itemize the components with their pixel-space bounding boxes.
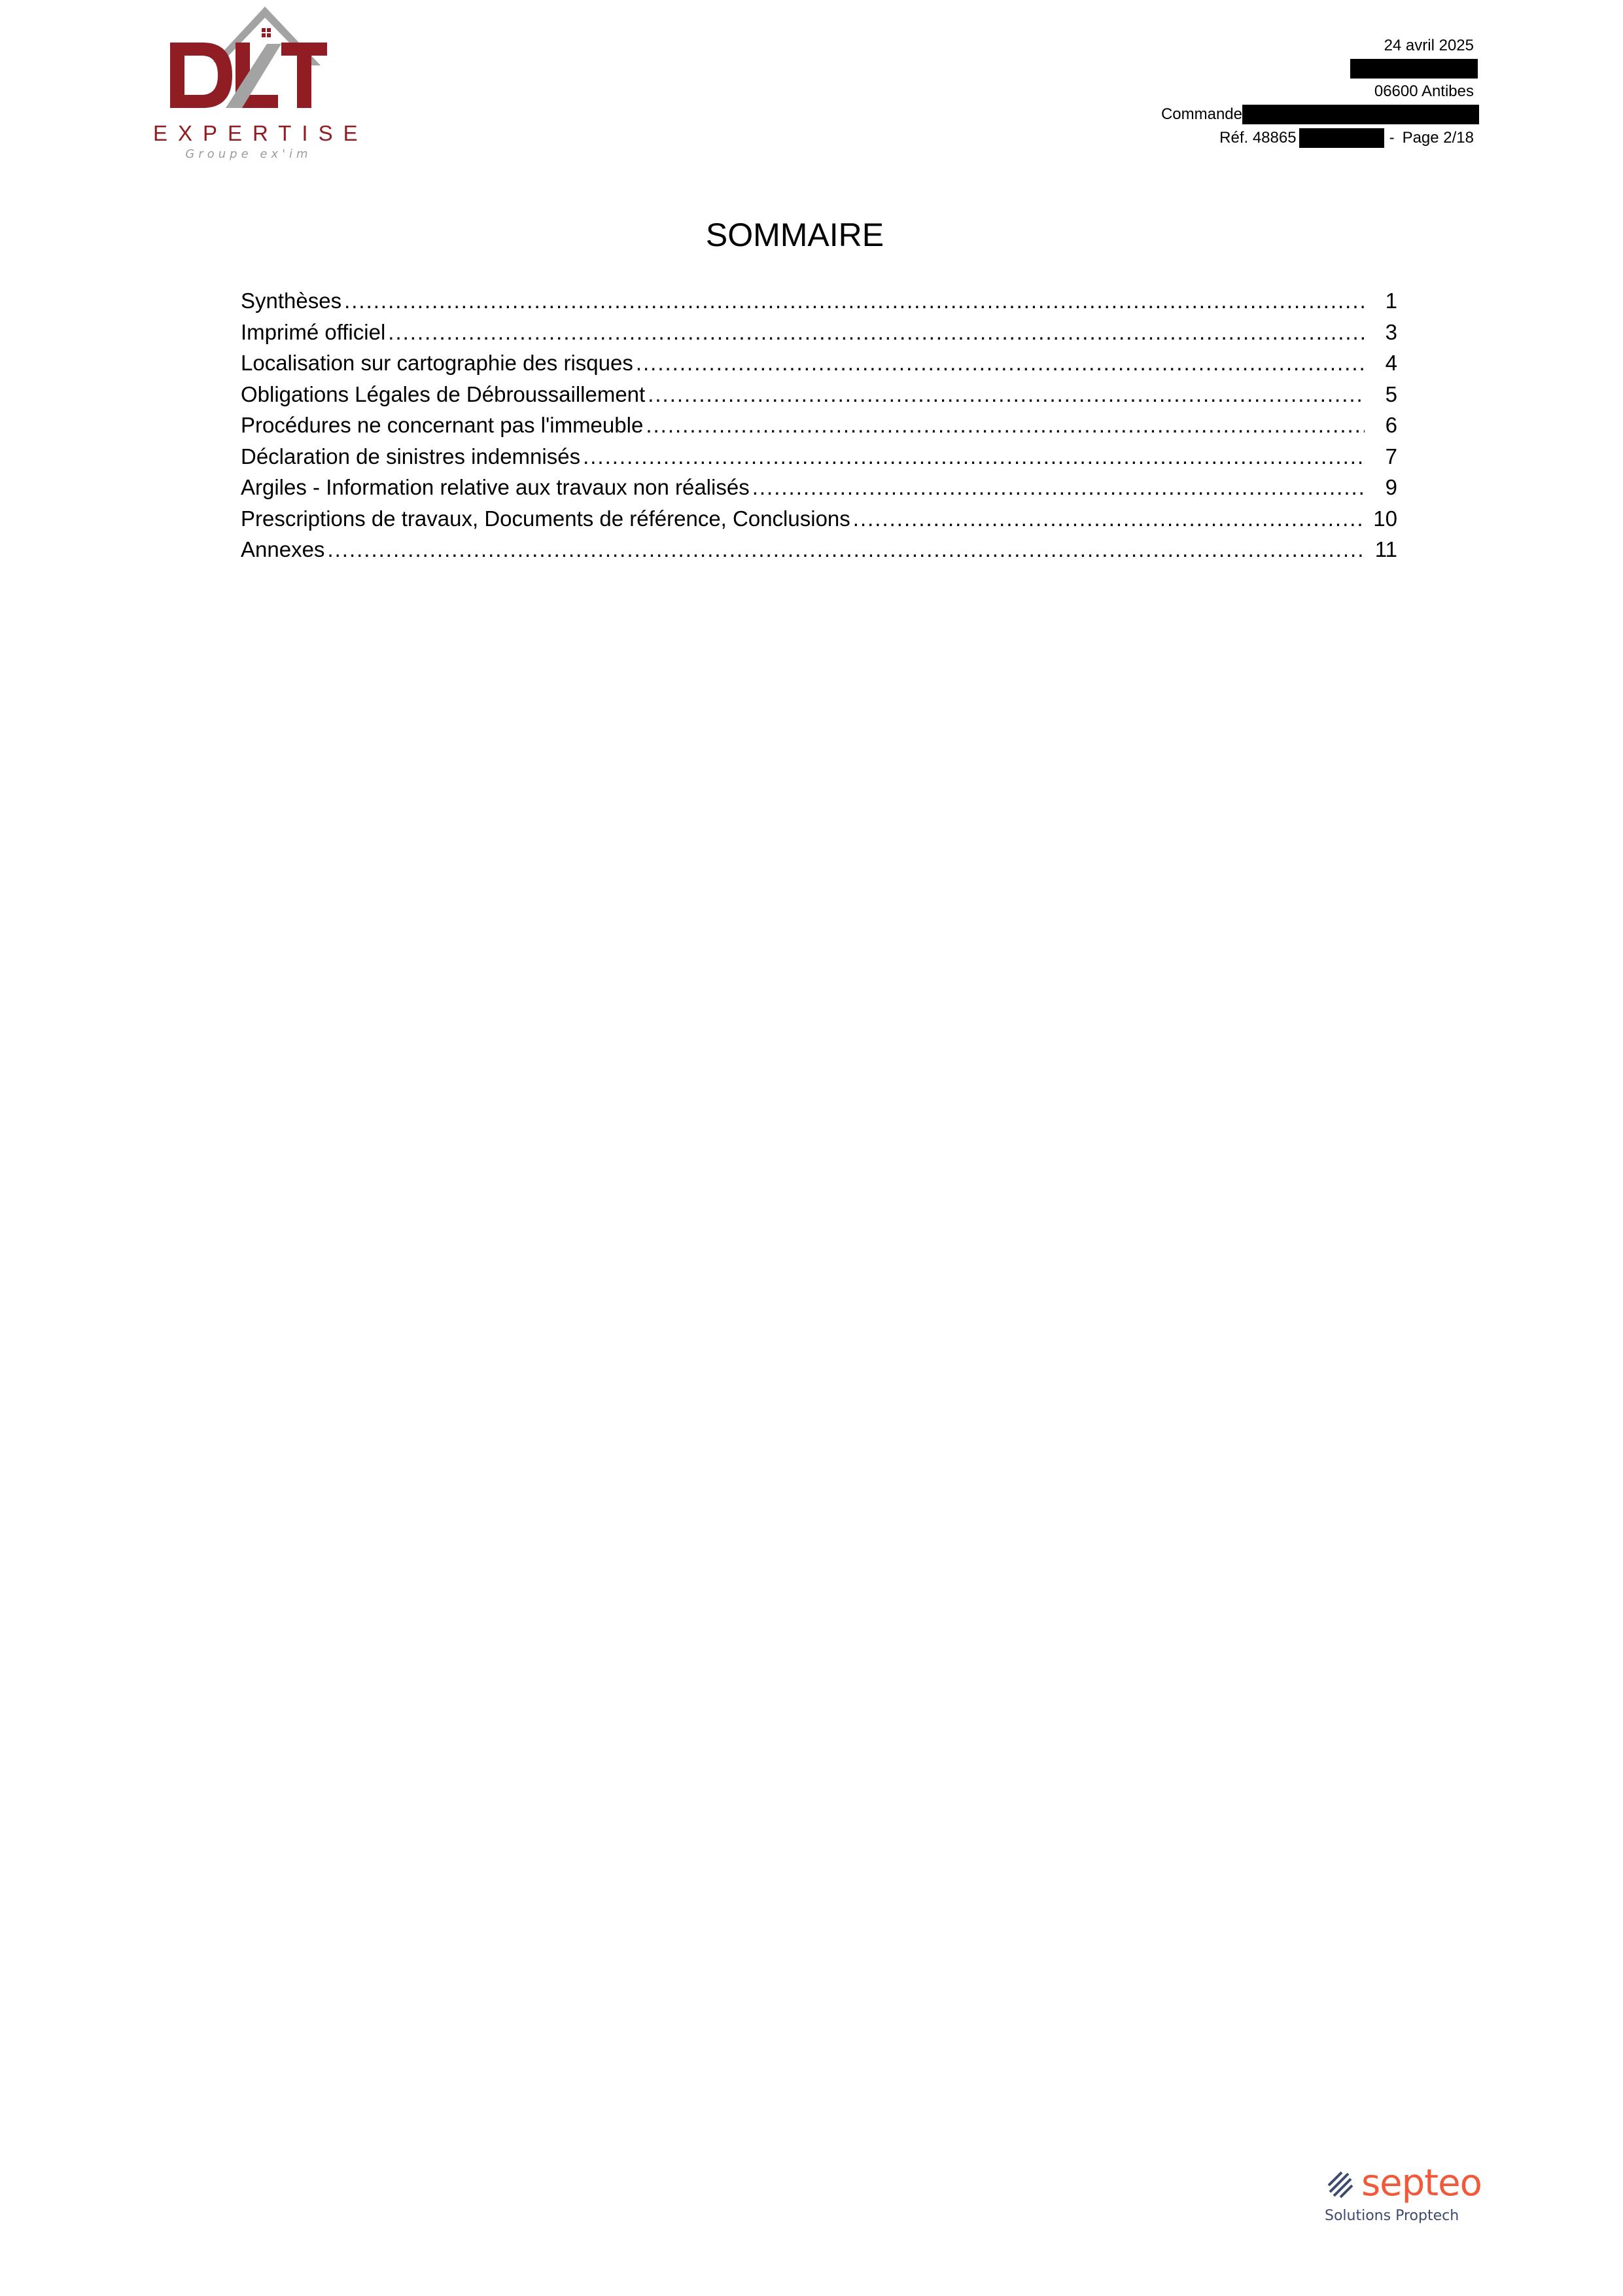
toc-leader-dots bbox=[327, 534, 1365, 565]
redaction-box bbox=[1350, 59, 1478, 79]
toc-item[interactable] bbox=[241, 503, 1397, 535]
toc-item-page: 11 bbox=[1374, 537, 1397, 561]
header-city bbox=[1374, 82, 1474, 101]
toc-leader-dots bbox=[853, 503, 1365, 535]
toc-leader-dots bbox=[648, 379, 1365, 410]
toc-leader-dots bbox=[388, 317, 1365, 348]
toc-item-label: Procédures ne concernant pas l'immeuble bbox=[241, 413, 644, 437]
redaction-box bbox=[1242, 105, 1479, 124]
toc-item-label: Synthèses bbox=[241, 289, 342, 313]
header-city-text: 06600 Antibes bbox=[1374, 82, 1474, 100]
toc-item[interactable] bbox=[241, 347, 1397, 379]
toc-leader-dots bbox=[752, 472, 1365, 503]
septeo-stripes-icon bbox=[1325, 2166, 1361, 2202]
toc-item-page: 5 bbox=[1385, 381, 1397, 406]
toc-leader-dots bbox=[636, 347, 1365, 379]
toc-item[interactable] bbox=[241, 317, 1397, 348]
toc-item-page: 3 bbox=[1385, 319, 1397, 344]
header-reference bbox=[1219, 128, 1474, 148]
toc-item-page: 1 bbox=[1385, 289, 1397, 313]
toc-item-page: 6 bbox=[1385, 413, 1397, 437]
septeo-tagline: Solutions Proptech bbox=[1325, 2208, 1459, 2224]
page-number: Page 2/18 bbox=[1402, 129, 1474, 147]
toc-item[interactable] bbox=[241, 285, 1397, 317]
toc-item-page: 4 bbox=[1385, 351, 1397, 375]
logo-subtitle: Groupe ex'im bbox=[185, 147, 312, 161]
redaction-box bbox=[1299, 128, 1384, 148]
toc-item-label: Déclaration de sinistres indemnisés bbox=[241, 444, 581, 468]
table-of-contents bbox=[241, 285, 1397, 565]
toc-leader-dots bbox=[344, 285, 1365, 317]
toc-item-label: Argiles - Information relative aux travaux non réalisés bbox=[241, 475, 750, 499]
toc-item-label: Localisation sur cartographie des risques bbox=[241, 351, 633, 375]
header-date-text: 24 avril 2025 bbox=[1384, 37, 1474, 54]
toc-item[interactable] bbox=[241, 534, 1397, 565]
toc-item-label: Obligations Légales de Débroussaillement bbox=[241, 381, 646, 406]
toc-item-page: 7 bbox=[1385, 444, 1397, 468]
header-date bbox=[1384, 36, 1474, 56]
toc-item[interactable] bbox=[241, 410, 1397, 441]
page-title: SOMMAIRE bbox=[705, 217, 884, 253]
toc-item-label: Prescriptions de travaux, Documents de référence, Conclusions bbox=[241, 506, 850, 531]
toc-item-page: 9 bbox=[1385, 475, 1397, 499]
header-redacted-address bbox=[1350, 59, 1474, 79]
toc-item-page: 10 bbox=[1373, 506, 1397, 531]
dlt-logo-mark bbox=[150, 3, 347, 121]
toc-leader-dots bbox=[583, 441, 1365, 472]
septeo-logo bbox=[1325, 2162, 1482, 2238]
header-commande bbox=[1161, 105, 1474, 124]
page-separator: - bbox=[1389, 129, 1395, 147]
toc-item-label: Imprimé officiel bbox=[241, 319, 386, 344]
toc-item[interactable] bbox=[241, 472, 1397, 503]
toc-item-label: Annexes bbox=[241, 537, 325, 561]
septeo-wordmark: septeo bbox=[1361, 2162, 1482, 2204]
logo-wordmark: EXPERTISE bbox=[153, 121, 368, 145]
toc-item[interactable] bbox=[241, 379, 1397, 410]
dlt-expertise-logo bbox=[150, 3, 368, 167]
commande-label: Commande bbox=[1161, 105, 1242, 123]
toc-item[interactable] bbox=[241, 441, 1397, 472]
toc-leader-dots bbox=[646, 410, 1365, 441]
reference-label: Réf. 48865 bbox=[1219, 129, 1297, 147]
